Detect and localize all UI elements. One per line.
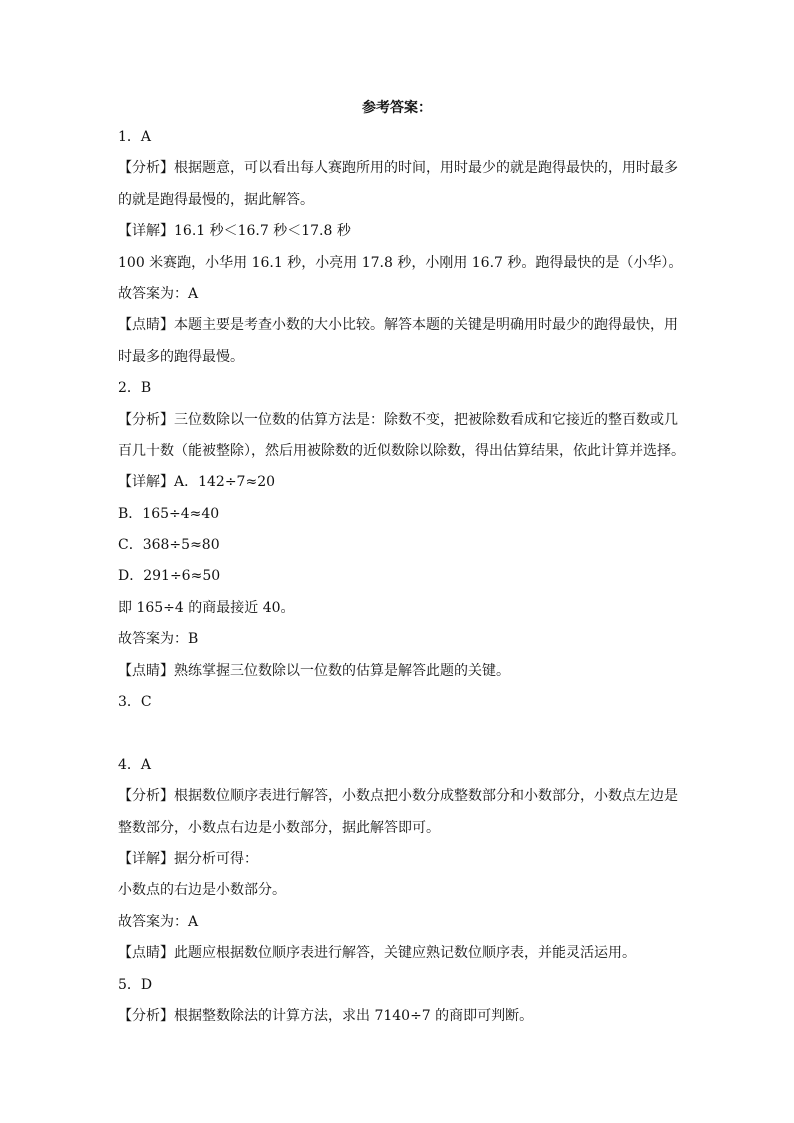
answer-line [118, 499, 678, 530]
answer-content [118, 122, 685, 1032]
section-tag: 【分析】 [118, 411, 174, 428]
line-text: 100 米赛跑，小华用 16.1 秒，小亮用 17.8 秒，小刚用 16.7 秒。跑得最快的是（小华）。 [118, 254, 683, 271]
line-text: 三位数除以一位数的估算方法是：除数不变，把被除数看成和它接近的整百数或几 [174, 411, 678, 428]
answer-line [118, 844, 678, 875]
line-text: 1．A [118, 129, 152, 145]
answer-line [118, 718, 678, 749]
answer-line [118, 656, 678, 687]
line-text: 熟练掌握三位数除以一位数的估算是解答此题的关键。 [174, 662, 510, 679]
answer-line [118, 216, 678, 247]
line-text: 百几十数（能被整除），然后用被除数的近似数除以除数，得出估算结果，依此计算并选择。 [118, 442, 685, 459]
answer-line [118, 1001, 678, 1032]
section-tag: 【点睛】 [118, 317, 174, 334]
answer-line [118, 750, 678, 781]
line-text: 16.1 秒＜16.7 秒＜17.8 秒 [174, 223, 351, 240]
line-text: 根据数位顺序表进行解答，小数点把小数分成整数部分和小数部分，小数点左边是 [174, 788, 678, 805]
line-text: 5．D [118, 976, 153, 993]
answer-line [118, 593, 678, 624]
answer-line [118, 436, 685, 467]
answer-line [118, 342, 678, 373]
answer-line [118, 248, 683, 279]
line-text: 即 165÷4 的商最接近 40。 [118, 599, 295, 616]
line-text: 故答案为：A [118, 913, 199, 930]
line-text: 4．A [118, 756, 152, 773]
answer-line [118, 279, 678, 310]
answer-line [118, 624, 678, 655]
section-tag: 【详解】 [118, 474, 174, 491]
answer-line [118, 938, 678, 969]
line-text: B．165÷4≈40 [118, 505, 220, 522]
answer-line [118, 185, 678, 216]
page-title: 参考答案： [362, 100, 432, 116]
answer-line [118, 813, 678, 844]
section-tag: 【详解】 [118, 850, 174, 867]
line-text: 整数部分，小数点右边是小数部分，据此解答即可。 [118, 819, 440, 836]
line-text: C．368÷5≈80 [118, 537, 220, 554]
line-text: 本题主要是考查小数的大小比较。解答本题的关键是明确用时最少的跑得最快，用 [174, 317, 678, 334]
answer-line [118, 781, 678, 812]
line-text: 根据整数除法的计算方法，求出 7140÷7 的商即可判断。 [174, 1007, 534, 1024]
answer-line [118, 687, 678, 718]
line-text: 根据题意，可以看出每人赛跑所用的时间，用时最少的就是跑得最快的，用时最多 [174, 160, 678, 177]
section-tag: 【分析】 [118, 1007, 174, 1024]
line-text: 故答案为：A [118, 285, 199, 302]
line-text: 据分析可得： [174, 850, 258, 867]
line-text: 时最多的跑得最慢。 [118, 348, 244, 365]
answer-line [118, 153, 678, 184]
answer-line [118, 907, 678, 938]
section-tag: 【点睛】 [118, 662, 174, 679]
section-tag: 【分析】 [118, 160, 174, 177]
section-tag: 【分析】 [118, 788, 174, 805]
answer-line [118, 530, 678, 561]
answer-line [118, 467, 678, 498]
answer-line [118, 875, 678, 906]
section-tag: 【点睛】 [118, 945, 174, 962]
answer-line [118, 373, 678, 404]
answer-line [118, 122, 678, 153]
line-text: A．142÷7≈20 [174, 474, 276, 491]
answer-line [118, 405, 678, 436]
line-text: 小数点的右边是小数部分。 [118, 882, 286, 899]
line-text: D．291÷6≈50 [118, 568, 221, 585]
answer-line [118, 970, 678, 1001]
line-text: 故答案为：B [118, 631, 199, 648]
section-tag: 【详解】 [118, 223, 174, 240]
answer-line [118, 561, 678, 592]
line-text: 的就是跑得最慢的，据此解答。 [118, 191, 314, 208]
line-text: 此题应根据数位顺序表进行解答，关键应熟记数位顺序表，并能灵活运用。 [174, 945, 636, 962]
line-text: 2．B [118, 380, 152, 397]
line-text: 3．C [118, 694, 152, 711]
answer-line [118, 310, 678, 341]
